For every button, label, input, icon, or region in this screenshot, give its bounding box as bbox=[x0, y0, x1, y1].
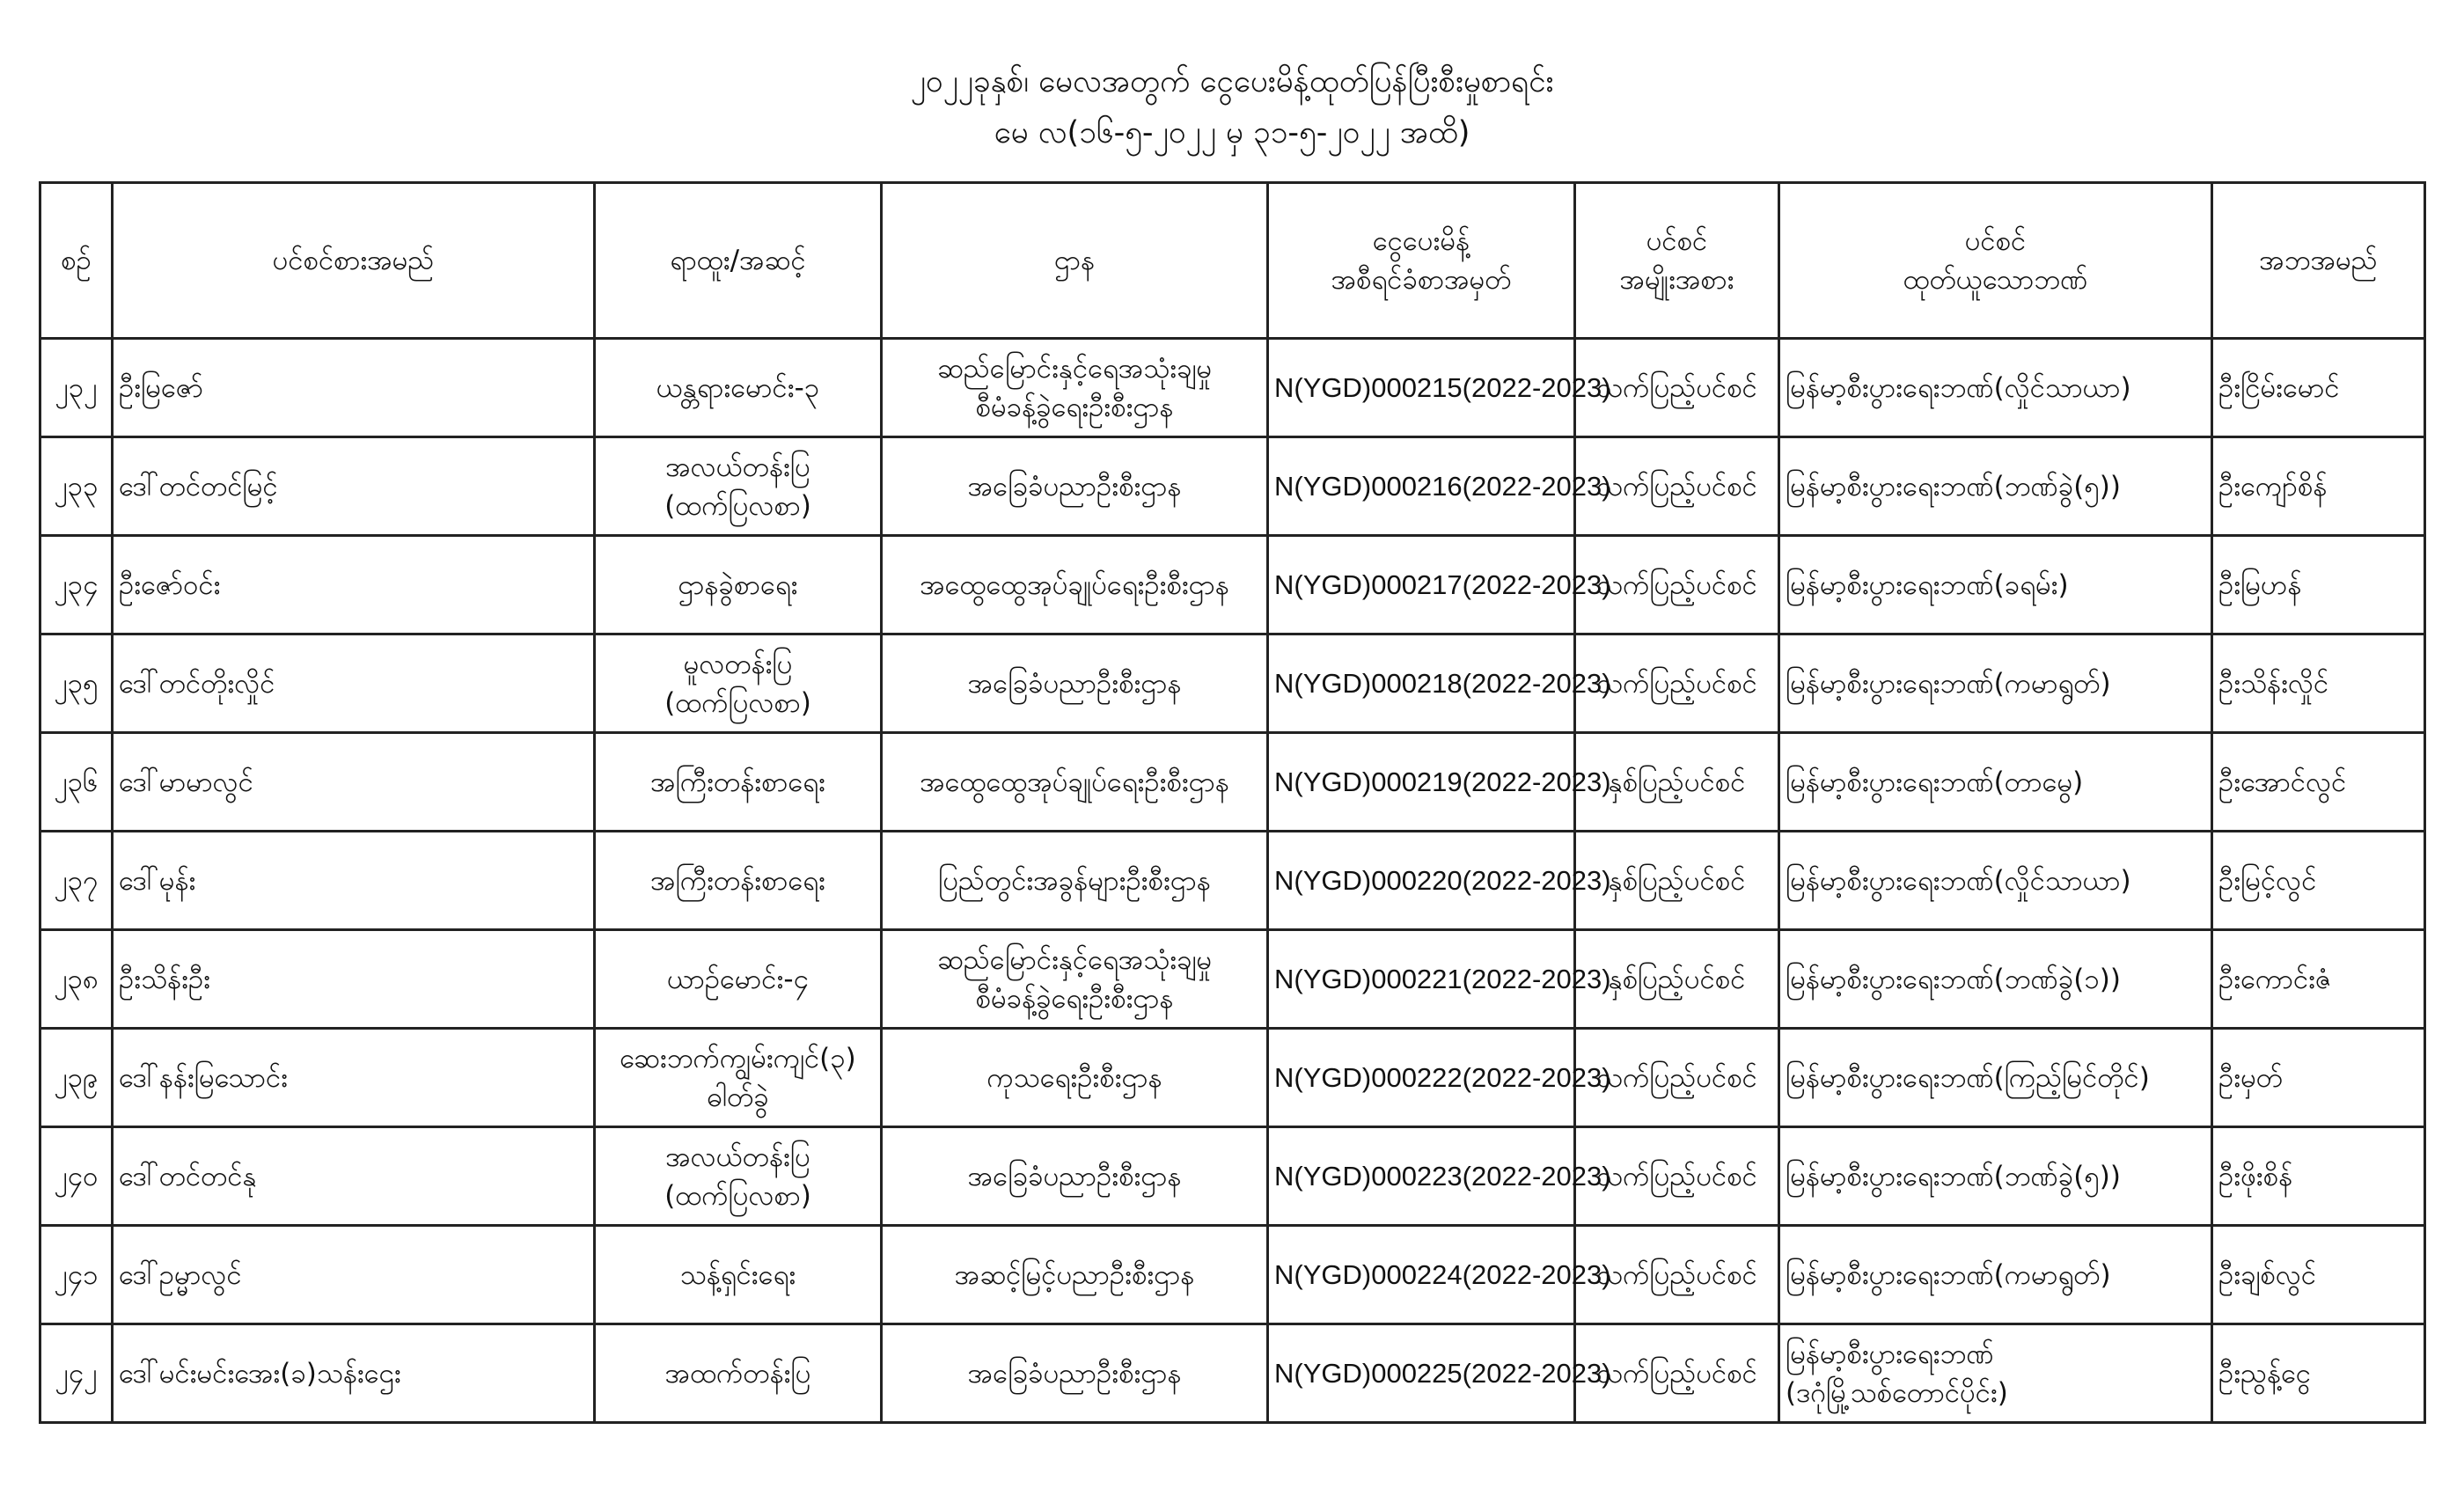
cell-name: ဦးသိန်းဦး bbox=[113, 930, 595, 1029]
cell-bank bbox=[1779, 832, 2212, 930]
cell-order-number: N(YGD)000223(2022-2023) bbox=[1268, 1127, 1575, 1226]
cell-bank bbox=[1779, 1324, 2212, 1423]
cell-department bbox=[882, 536, 1268, 634]
cell-department-line1: ကုသရေးဦးစီးဌာန bbox=[986, 1061, 1162, 1094]
cell-pension-type: သက်ပြည့်ပင်စင် bbox=[1575, 634, 1779, 733]
cell-pension-type: သက်ပြည့်ပင်စင် bbox=[1575, 536, 1779, 634]
table-row bbox=[40, 1324, 2425, 1423]
cell-name: ဒေါ်တင်တင်နု bbox=[113, 1127, 595, 1226]
cell-department bbox=[882, 733, 1268, 832]
cell-rank bbox=[595, 1127, 882, 1226]
cell-rank-line1: အလယ်တန်းပြ bbox=[665, 1140, 810, 1173]
cell-rank-line1: အကြီးတန်းစာရေး bbox=[650, 864, 825, 897]
header-order-line2: အစီရင်ခံစာအမှတ် bbox=[1331, 264, 1512, 296]
cell-pension-type: သက်ပြည့်ပင်စင် bbox=[1575, 1127, 1779, 1226]
cell-rank-line1: မူလတန်းပြ bbox=[683, 648, 793, 680]
cell-rank bbox=[595, 536, 882, 634]
cell-bank bbox=[1779, 1127, 2212, 1226]
cell-department-line1: ဆည်မြောင်းနှင့်ရေအသုံးချမှု bbox=[936, 352, 1213, 385]
cell-department bbox=[882, 1029, 1268, 1127]
cell-department bbox=[882, 634, 1268, 733]
header-rank: ရာထူး/အဆင့် bbox=[595, 183, 882, 339]
cell-rank-line1: အကြီးတန်းစာရေး bbox=[650, 766, 825, 798]
cell-rank-line2: (ထက်ပြလစာ) bbox=[664, 686, 811, 719]
cell-department-line1: ဆည်မြောင်းနှင့်ရေအသုံးချမှု bbox=[936, 943, 1213, 976]
cell-bank bbox=[1779, 1226, 2212, 1324]
cell-name: ဒေါ်မုန်း bbox=[113, 832, 595, 930]
cell-no: ၂၄၀ bbox=[40, 1127, 113, 1226]
cell-bank bbox=[1779, 339, 2212, 437]
cell-rank-line1: ဌာနခွဲစာရေး bbox=[678, 568, 798, 601]
cell-department bbox=[882, 437, 1268, 536]
table-row bbox=[40, 339, 2425, 437]
cell-bank-line1: မြန်မာ့စီးပွားရေးဘဏ်(လှိုင်သာယာ) bbox=[1786, 371, 2131, 404]
cell-pension-type: နှစ်ပြည့်ပင်စင် bbox=[1575, 733, 1779, 832]
table-row bbox=[40, 1226, 2425, 1324]
cell-rank bbox=[595, 437, 882, 536]
header-department: ဌာန bbox=[882, 183, 1268, 339]
header-name: ပင်စင်စားအမည် bbox=[113, 183, 595, 339]
cell-father-name: ဦးကျော်စိန် bbox=[2212, 437, 2425, 536]
cell-no: ၂၃၇ bbox=[40, 832, 113, 930]
cell-order-number: N(YGD)000220(2022-2023) bbox=[1268, 832, 1575, 930]
cell-department bbox=[882, 1226, 1268, 1324]
cell-bank bbox=[1779, 634, 2212, 733]
cell-department-line1: အခြေခံပညာဦးစီးဌာန bbox=[967, 667, 1182, 700]
header-order-number bbox=[1268, 183, 1575, 339]
cell-rank-line1: အထက်တန်းပြ bbox=[664, 1357, 811, 1390]
cell-no: ၂၃၉ bbox=[40, 1029, 113, 1127]
cell-department-line1: အထွေထွေအုပ်ချုပ်ရေးဦးစီးဌာန bbox=[920, 766, 1229, 798]
cell-bank-line1: မြန်မာ့စီးပွားရေးဘဏ် bbox=[1786, 1338, 1994, 1370]
cell-bank bbox=[1779, 930, 2212, 1029]
cell-rank-line1: အလယ်တန်းပြ bbox=[665, 451, 810, 483]
table-row bbox=[40, 536, 2425, 634]
cell-rank-line2: ဓါတ်ခွဲ bbox=[707, 1081, 769, 1113]
cell-father-name: ဦးငြိမ်းမောင် bbox=[2212, 339, 2425, 437]
cell-father-name: ဦးညွန့်ငွေ bbox=[2212, 1324, 2425, 1423]
cell-bank-line1: မြန်မာ့စီးပွားရေးဘဏ်(ဘဏ်ခွဲ(၁)) bbox=[1786, 963, 2121, 995]
header-type-line1: ပင်စင် bbox=[1646, 225, 1708, 257]
cell-name: ဦးမြဇော် bbox=[113, 339, 595, 437]
cell-father-name: ဦးသိန်းလှိုင် bbox=[2212, 634, 2425, 733]
cell-department bbox=[882, 930, 1268, 1029]
pension-table bbox=[39, 181, 2426, 1424]
cell-rank bbox=[595, 733, 882, 832]
cell-no: ၂၃၃ bbox=[40, 437, 113, 536]
cell-name: ဒေါ်တင်တိုးလှိုင် bbox=[113, 634, 595, 733]
cell-rank-line1: ယာဉ်မောင်း-၄ bbox=[666, 963, 809, 995]
cell-rank bbox=[595, 339, 882, 437]
cell-father-name: ဦးကောင်းဇံ bbox=[2212, 930, 2425, 1029]
cell-bank bbox=[1779, 733, 2212, 832]
cell-no: ၂၃၅ bbox=[40, 634, 113, 733]
cell-department bbox=[882, 832, 1268, 930]
table-row bbox=[40, 930, 2425, 1029]
table-row bbox=[40, 437, 2425, 536]
cell-bank-line1: မြန်မာ့စီးပွားရေးဘဏ်(ကမာရွတ်) bbox=[1786, 667, 2111, 700]
cell-bank-line1: မြန်မာ့စီးပွားရေးဘဏ်(ခရမ်း) bbox=[1786, 568, 2069, 601]
header-type-line2: အမျိုးအစား bbox=[1619, 264, 1734, 296]
cell-father-name: ဦးဖိုးစိန် bbox=[2212, 1127, 2425, 1226]
cell-order-number: N(YGD)000218(2022-2023) bbox=[1268, 634, 1575, 733]
cell-rank-line1: ယန္တရားမောင်း-၃ bbox=[656, 371, 820, 404]
cell-department-line1: အခြေခံပညာဦးစီးဌာန bbox=[967, 1357, 1182, 1390]
cell-order-number: N(YGD)000222(2022-2023) bbox=[1268, 1029, 1575, 1127]
cell-order-number: N(YGD)000219(2022-2023) bbox=[1268, 733, 1575, 832]
cell-bank bbox=[1779, 437, 2212, 536]
cell-pension-type: သက်ပြည့်ပင်စင် bbox=[1575, 339, 1779, 437]
cell-name: ဒေါ်တင်တင်မြင့် bbox=[113, 437, 595, 536]
table-row bbox=[40, 733, 2425, 832]
table-row bbox=[40, 832, 2425, 930]
cell-name: ဦးဇော်ဝင်း bbox=[113, 536, 595, 634]
header-order-line1: ငွေပေးမိန့် bbox=[1372, 225, 1470, 257]
cell-name: ဒေါ်မင်းမင်းအေး(ခ)သန်းဌေး bbox=[113, 1324, 595, 1423]
cell-order-number: N(YGD)000221(2022-2023) bbox=[1268, 930, 1575, 1029]
cell-department-line2: စီမံခန့်ခွဲရေးဦးစီးဌာန bbox=[975, 391, 1174, 423]
header-father-name: အဘအမည် bbox=[2212, 183, 2425, 339]
cell-department-line1: ပြည်တွင်းအခွန်များဦးစီးဌာန bbox=[938, 864, 1211, 897]
cell-department-line1: အဆင့်မြင့်ပညာဦးစီးဌာန bbox=[954, 1258, 1195, 1291]
cell-pension-type: နှစ်ပြည့်ပင်စင် bbox=[1575, 930, 1779, 1029]
cell-father-name: ဦးမြဟန် bbox=[2212, 536, 2425, 634]
cell-department bbox=[882, 1127, 1268, 1226]
cell-rank-line1: သန့်ရှင်းရေး bbox=[679, 1258, 796, 1291]
cell-bank-line1: မြန်မာ့စီးပွားရေးဘဏ်(ဘဏ်ခွဲ(၅)) bbox=[1786, 1160, 2121, 1192]
cell-pension-type: သက်ပြည့်ပင်စင် bbox=[1575, 437, 1779, 536]
cell-order-number: N(YGD)000215(2022-2023) bbox=[1268, 339, 1575, 437]
cell-name: ဒေါ်နန်းမြသောင်း bbox=[113, 1029, 595, 1127]
cell-order-number: N(YGD)000224(2022-2023) bbox=[1268, 1226, 1575, 1324]
cell-no: ၂၃၆ bbox=[40, 733, 113, 832]
cell-rank bbox=[595, 1029, 882, 1127]
cell-department-line1: အထွေထွေအုပ်ချုပ်ရေးဦးစီးဌာန bbox=[920, 568, 1229, 601]
header-bank-line2: ထုတ်ယူသောဘဏ် bbox=[1903, 264, 2088, 296]
header-bank bbox=[1779, 183, 2212, 339]
cell-bank bbox=[1779, 1029, 2212, 1127]
cell-order-number: N(YGD)000225(2022-2023) bbox=[1268, 1324, 1575, 1423]
cell-name: ဒေါ်ဥမ္မာလွင် bbox=[113, 1226, 595, 1324]
cell-bank-line1: မြန်မာ့စီးပွားရေးဘဏ်(ကြည့်မြင်တိုင်) bbox=[1786, 1061, 2150, 1094]
table-row bbox=[40, 634, 2425, 733]
cell-bank-line1: မြန်မာ့စီးပွားရေးဘဏ်(တာမွေ) bbox=[1786, 766, 2084, 798]
cell-rank-line1: ဆေးဘက်ကျွမ်းကျင်(၃) bbox=[620, 1042, 856, 1074]
cell-bank-line1: မြန်မာ့စီးပွားရေးဘဏ်(ကမာရွတ်) bbox=[1786, 1258, 2111, 1291]
cell-no: ၂၃၂ bbox=[40, 339, 113, 437]
cell-father-name: ဦးချစ်လွင် bbox=[2212, 1226, 2425, 1324]
cell-bank-line2: (ဒဂုံမြို့သစ်တောင်ပိုင်း) bbox=[1786, 1376, 2008, 1409]
cell-department bbox=[882, 1324, 1268, 1423]
cell-no: ၂၃၈ bbox=[40, 930, 113, 1029]
cell-rank bbox=[595, 634, 882, 733]
cell-father-name: ဦးမြင့်လွင် bbox=[2212, 832, 2425, 930]
cell-name: ဒေါ်မာမာလွင် bbox=[113, 733, 595, 832]
document-title: ၂၀၂၂ခုနှစ်၊ မေလအတွက် ငွေပေးမိန့်ထုတ်ပြန်ပြီးစီးမှုစာရင်း bbox=[910, 64, 1554, 99]
cell-order-number: N(YGD)000216(2022-2023) bbox=[1268, 437, 1575, 536]
cell-bank-line1: မြန်မာ့စီးပွားရေးဘဏ်(လှိုင်သာယာ) bbox=[1786, 864, 2131, 897]
cell-father-name: ဦးအောင်လွင် bbox=[2212, 733, 2425, 832]
cell-rank bbox=[595, 1226, 882, 1324]
cell-rank bbox=[595, 930, 882, 1029]
cell-bank bbox=[1779, 536, 2212, 634]
cell-department-line1: အခြေခံပညာဦးစီးဌာန bbox=[967, 1160, 1182, 1192]
table-row bbox=[40, 1127, 2425, 1226]
cell-pension-type: သက်ပြည့်ပင်စင် bbox=[1575, 1029, 1779, 1127]
cell-father-name: ဦးမှတ် bbox=[2212, 1029, 2425, 1127]
cell-order-number: N(YGD)000217(2022-2023) bbox=[1268, 536, 1575, 634]
cell-rank-line2: (ထက်ပြလစာ) bbox=[664, 489, 811, 522]
header-pension-type bbox=[1575, 183, 1779, 339]
cell-department-line2: စီမံခန့်ခွဲရေးဦးစီးဌာန bbox=[975, 982, 1174, 1015]
cell-rank bbox=[595, 832, 882, 930]
header-bank-line1: ပင်စင် bbox=[1964, 225, 2027, 257]
cell-department bbox=[882, 339, 1268, 437]
cell-bank-line1: မြန်မာ့စီးပွားရေးဘဏ်(ဘဏ်ခွဲ(၅)) bbox=[1786, 470, 2121, 502]
document-subtitle-period: မေ လ(၁၆-၅-၂၀၂၂ မှ ၃၁-၅-၂၀၂၂ အထိ) bbox=[994, 115, 1470, 150]
cell-department-line1: အခြေခံပညာဦးစီးဌာန bbox=[967, 470, 1182, 502]
table-row bbox=[40, 1029, 2425, 1127]
cell-no: ၂၃၄ bbox=[40, 536, 113, 634]
header-no: စဉ် bbox=[40, 183, 113, 339]
cell-pension-type: နှစ်ပြည့်ပင်စင် bbox=[1575, 832, 1779, 930]
cell-rank bbox=[595, 1324, 882, 1423]
table-header-row bbox=[40, 183, 2425, 339]
cell-no: ၂၄၂ bbox=[40, 1324, 113, 1423]
cell-pension-type: သက်ပြည့်ပင်စင် bbox=[1575, 1324, 1779, 1423]
cell-pension-type: သက်ပြည့်ပင်စင် bbox=[1575, 1226, 1779, 1324]
cell-rank-line2: (ထက်ပြလစာ) bbox=[664, 1179, 811, 1212]
cell-no: ၂၄၁ bbox=[40, 1226, 113, 1324]
